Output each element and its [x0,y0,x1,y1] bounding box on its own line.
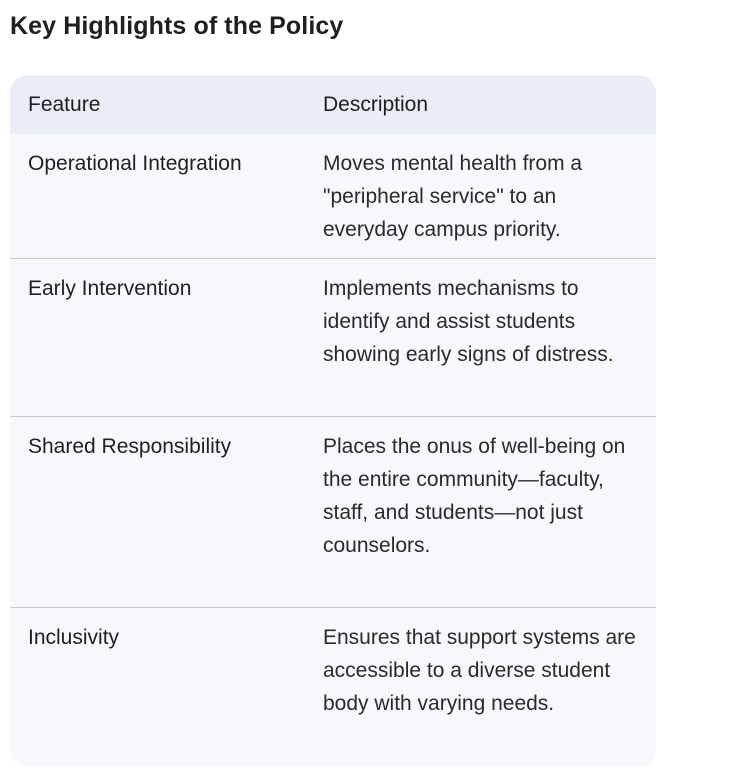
table-row [10,258,656,416]
description-cell: Ensures that support systems are accessible to a diverse student body with varying needs. [323,625,636,715]
table-row [10,416,656,607]
description-cell: Places the onus of well-being on the entire community—faculty, staff, and students—not just counselors. [323,434,626,557]
description-cell: Moves mental health from a "peripheral service" to an everyday campus priority. [323,152,583,241]
header-feature: Feature [28,92,101,116]
description-cell: Implements mechanisms to identify and assist students showing early signs of distress. [323,276,614,366]
table-header-row [10,75,656,134]
highlights-table [10,75,656,767]
table-header [10,75,656,134]
feature-cell: Shared Responsibility [28,434,232,458]
page-title: Key Highlights of the Policy [10,12,344,40]
feature-cell: Inclusivity [28,625,120,649]
feature-cell: Operational Integration [28,152,242,175]
table-body [10,134,656,767]
table-row [10,607,656,767]
table-row [10,134,656,258]
header-description: Description [323,92,429,116]
feature-cell: Early Intervention [28,276,192,300]
policy-highlights-table [10,75,656,767]
